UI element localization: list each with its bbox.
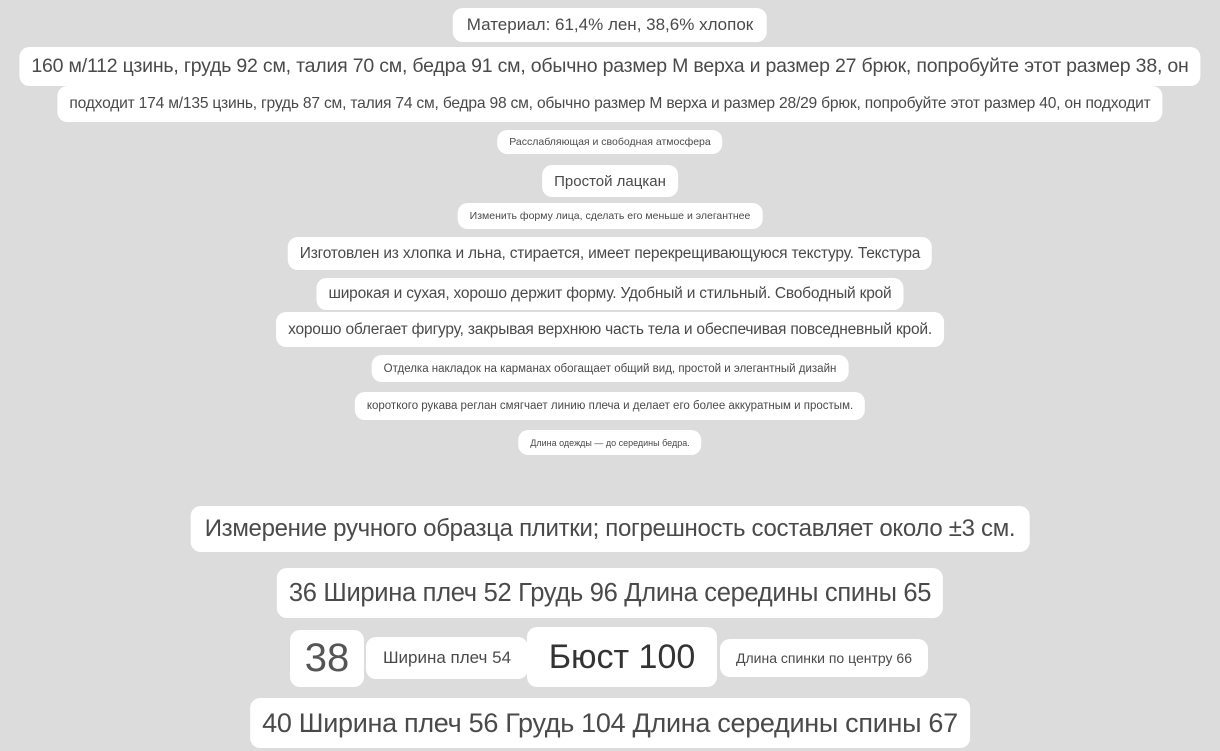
fabric-description-line2: широкая и сухая, хорошо держит форму. Удобный и стильный. Свободный крой	[316, 278, 903, 310]
length-description: Длина одежды — до середины бедра.	[518, 430, 701, 455]
fit-description-160: 160 м/112 цзинь, грудь 92 см, талия 70 см, бедра 91 см, обычно размер M верха и размер 27 брюк, попробуйте этот размер 38, он	[19, 47, 1200, 86]
lapel-label: Простой лацкан	[542, 165, 678, 197]
material-label: Материал: 61,4% лен, 38,6% хлопок	[453, 8, 767, 42]
atmosphere-label: Расслабляющая и свободная атмосфера	[497, 130, 722, 154]
size-38-shoulder: Ширина плеч 54	[366, 637, 528, 679]
size-36-row: 36 Ширина плеч 52 Грудь 96 Длина середины спины 65	[277, 568, 943, 618]
measurement-note: Измерение ручного образца плитки; погрешность составляет около ±3 см.	[191, 506, 1030, 552]
face-shape-label: Изменить форму лица, сделать его меньше и элегантнее	[458, 203, 763, 229]
size-38-bust: Бюст 100	[527, 627, 717, 687]
fabric-description-line3: хорошо облегает фигуру, закрывая верхнюю часть тела и обеспечивая повседневный крой.	[276, 312, 944, 347]
size-38-back-length: Длина спинки по центру 66	[720, 639, 928, 677]
size-38-number: 38	[290, 630, 364, 687]
fabric-description-line1: Изготовлен из хлопка и льна, стирается, имеет перекрещивающуюся текстуру. Текстура	[288, 237, 932, 270]
size-40-row: 40 Ширина плеч 56 Грудь 104 Длина середины спины 67	[250, 698, 970, 748]
fit-description-174: подходит 174 м/135 цзинь, грудь 87 см, талия 74 см, бедра 98 см, обычно размер M верха и размер 28/29 брюк, попробуйте этот размер 40, он подходит	[57, 86, 1162, 122]
sleeve-description: короткого рукава реглан смягчает линию плеча и делает его более аккуратным и простым.	[355, 392, 865, 420]
pocket-description: Отделка накладок на карманах обогащает общий вид, простой и элегантный дизайн	[372, 355, 849, 382]
